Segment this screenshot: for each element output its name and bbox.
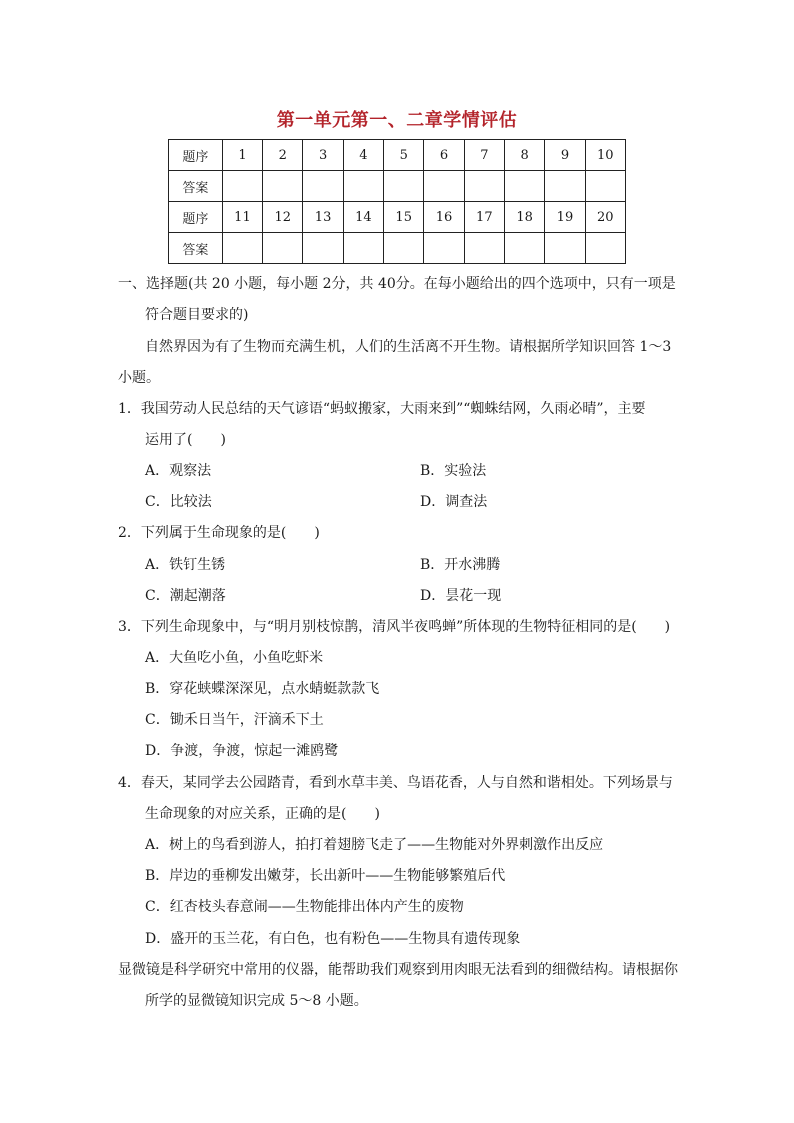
- question-number-cell: 12: [263, 202, 303, 233]
- question-number-cell: 2: [263, 140, 303, 171]
- question-4-stem: 4．春天，某同学去公园踏青，看到水草丰美、鸟语花香，人与自然和谐相处。下列场景与: [118, 775, 673, 791]
- answer-cell[interactable]: [504, 171, 544, 202]
- answer-table-row-label: 题序: [169, 140, 223, 171]
- answer-table-row-label: 题序: [169, 202, 223, 233]
- question-number-cell: 1: [222, 140, 262, 171]
- question-3-option-c: C．锄禾日当午，汗滴禾下土: [145, 712, 324, 728]
- answer-cell[interactable]: [545, 171, 585, 202]
- answer-table-row: [169, 202, 626, 233]
- answer-cell[interactable]: [424, 233, 464, 264]
- answer-cell[interactable]: [464, 171, 504, 202]
- question-4-stem-cont: 生命现象的对应关系，正确的是( ): [145, 806, 380, 822]
- question-number-cell: 3: [303, 140, 343, 171]
- question-4-option-a: A．树上的鸟看到游人，拍打着翅膀飞走了——生物能对外界刺激作出反应: [145, 837, 604, 853]
- question-number-cell: 11: [222, 202, 262, 233]
- question-number-cell: 10: [585, 140, 625, 171]
- section-heading-line1: 一、选择题(共 20 小题，每小题 2分，共 40分。在每小题给出的四个选项中，只有一项是: [118, 276, 676, 292]
- answer-cell[interactable]: [384, 233, 424, 264]
- answer-table-row-label: 答案: [169, 171, 223, 202]
- answer-cell[interactable]: [263, 233, 303, 264]
- intro-2-line2: 所学的显微镜知识完成 5～8 小题。: [145, 993, 368, 1009]
- question-1-option-a: A．观察法: [145, 463, 212, 479]
- question-number-cell: 5: [384, 140, 424, 171]
- question-3-stem: 3．下列生命现象中，与“明月别枝惊鹊，清风半夜鸣蝉”所体现的生物特征相同的是( ): [118, 619, 671, 635]
- answer-cell[interactable]: [303, 171, 343, 202]
- question-2-option-c: C．潮起潮落: [145, 588, 226, 604]
- answer-cell[interactable]: [222, 171, 262, 202]
- answer-table-row: [169, 140, 626, 171]
- question-1-option-d: D．调查法: [420, 494, 488, 510]
- question-number-cell: 4: [343, 140, 383, 171]
- question-1-stem-cont: 运用了( ): [145, 432, 226, 448]
- question-2-option-d: D．昙花一现: [420, 588, 502, 604]
- question-2-stem: 2．下列属于生命现象的是( ): [118, 525, 320, 541]
- question-3-option-d: D．争渡，争渡，惊起一滩鸥鹭: [145, 743, 339, 759]
- answer-cell[interactable]: [384, 171, 424, 202]
- answer-cell[interactable]: [424, 171, 464, 202]
- answer-cell[interactable]: [263, 171, 303, 202]
- answer-cell[interactable]: [585, 233, 625, 264]
- question-number-cell: 13: [303, 202, 343, 233]
- question-3-option-b: B．穿花蛱蝶深深见，点水蜻蜓款款飞: [145, 681, 380, 697]
- answer-cell[interactable]: [464, 233, 504, 264]
- question-3-option-a: A．大鱼吃小鱼，小鱼吃虾米: [145, 650, 324, 666]
- question-4-option-d: D．盛开的玉兰花，有白色，也有粉色——生物具有遗传现象: [145, 931, 521, 947]
- answer-cell[interactable]: [585, 171, 625, 202]
- question-4-option-b: B．岸边的垂柳发出嫩芽，长出新叶——生物能够繁殖后代: [145, 868, 506, 884]
- answer-cell[interactable]: [504, 233, 544, 264]
- answer-cell[interactable]: [545, 233, 585, 264]
- question-number-cell: 6: [424, 140, 464, 171]
- answer-cell[interactable]: [343, 233, 383, 264]
- question-number-cell: 19: [545, 202, 585, 233]
- answer-table-row: [169, 171, 626, 202]
- question-4-option-c: C．红杏枝头春意闹——生物能排出体内产生的废物: [145, 899, 464, 915]
- page-title: 第一单元第一、二章学情评估: [276, 110, 518, 131]
- question-number-cell: 8: [504, 140, 544, 171]
- question-number-cell: 16: [424, 202, 464, 233]
- intro-2-line1: 显微镜是科学研究中常用的仪器，能帮助我们观察到用肉眼无法看到的细微结构。请根据你: [118, 962, 678, 978]
- answer-table: [168, 139, 626, 264]
- section-heading-line2: 符合题目要求的): [145, 307, 249, 323]
- intro-1-line2: 小题。: [118, 370, 160, 386]
- question-1-stem: 1．我国劳动人民总结的天气谚语“蚂蚁搬家，大雨来到”“蜘蛛结网，久雨必晴”，主要: [118, 401, 646, 417]
- answer-cell[interactable]: [303, 233, 343, 264]
- answer-cell[interactable]: [222, 233, 262, 264]
- question-number-cell: 7: [464, 140, 504, 171]
- question-1-option-b: B．实验法: [420, 463, 487, 479]
- intro-1-line1: 自然界因为有了生物而充满生机，人们的生活离不开生物。请根据所学知识回答 1～3: [145, 339, 672, 355]
- question-1-option-c: C．比较法: [145, 494, 212, 510]
- question-number-cell: 9: [545, 140, 585, 171]
- question-number-cell: 18: [504, 202, 544, 233]
- answer-cell[interactable]: [343, 171, 383, 202]
- answer-table-row-label: 答案: [169, 233, 223, 264]
- question-2-option-b: B．开水沸腾: [420, 557, 501, 573]
- question-number-cell: 14: [343, 202, 383, 233]
- question-number-cell: 20: [585, 202, 625, 233]
- answer-table-row: [169, 233, 626, 264]
- question-2-option-a: A．铁钉生锈: [145, 557, 226, 573]
- question-number-cell: 17: [464, 202, 504, 233]
- question-number-cell: 15: [384, 202, 424, 233]
